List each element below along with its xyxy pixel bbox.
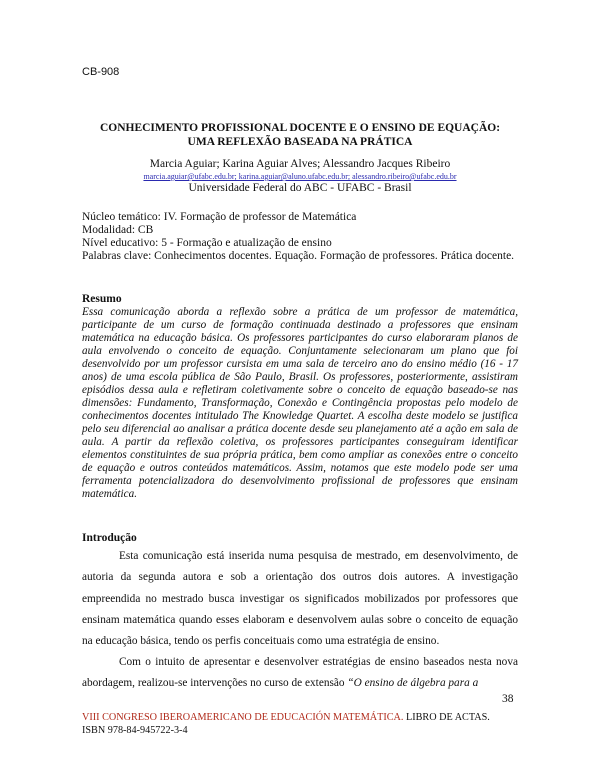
abstract-heading: Resumo <box>82 293 122 305</box>
page-number: 38 <box>502 693 514 705</box>
thematic-nucleus: Núcleo temático: IV. Formação de professor de Matemática <box>82 211 357 223</box>
author-list: Marcia Aguiar; Karina Aguiar Alves; Alessandro Jacques Ribeiro <box>149 158 451 170</box>
footer-libro: LIBRO DE ACTAS. <box>403 712 490 723</box>
modality: Modalidad: CB <box>82 224 154 236</box>
footer-congress-name: VIII CONGRESO IBEROAMERICANO DE EDUCACIÓN MATEMÁTICA. <box>82 712 404 723</box>
author-emails-link[interactable]: marcia.aguiar@ufabc.edu.br; karina.aguiar@aluno.ufabc.edu.br; alessandro.ribeiro@ufabc.edu.br <box>143 172 457 181</box>
course-title-italic: “O ensino de álgebra para a <box>347 677 479 690</box>
paragraph-2-text: Com o intuito de apresentar e desenvolver estratégias de ensino baseados nesta nova abordagem, realizou-se intervenções no curso de extensão <box>82 656 518 690</box>
paper-title-line-1: CONHECIMENTO PROFISSIONAL DOCENTE E O ENSINO DE EQUAÇÃO: <box>99 122 501 134</box>
abstract-text: Essa comunicação aborda a reflexão sobre a prática de um professor de matemática, participante de um curso de formação continuada destinado a professores que ensinam matemática na educação básica. Os professores participantes do curso elaboraram planos de aula envolvendo o conceito de equação. Conjuntamente selecionaram um plano que foi desenvolvido por um professor cursista em uma sala de terceiro ano do ensino médio (16 - 17 anos) de uma escola pública de São Paulo, Brasil. Os professores, posteriormente, assistiram episódios dessa aula e refletiram coletivamente sobre o conceito de equação baseado-se nas dimensões: Fundamento, Transformação, Conexão e Contingência propostas pelo modelo de conhecimentos docentes intitulado The Knowledge Quartet. A escolha deste modelo se justifica pelo seu diferencial ao analisar a prática docente desde seu planejamento até a ação em sala de aula. A partir da reflexão coletiva, os professores participantes conseguiram identificar elementos constituintes de sua própria prática, bem como ampliar as conexões entre o conceito de equação e outros conteúdos matemáticos. Assim, notamos que este modelo pode ser uma ferramenta potencializadora do desenvolvimento profissional de professores que ensinam matemática. <box>82 306 518 500</box>
footer-isbn: ISBN 978-84-945722-3-4 <box>82 725 188 736</box>
educational-level: Nível educativo: 5 - Formação e atualização de ensino <box>82 237 332 249</box>
document-code: CB-908 <box>82 66 120 78</box>
introduction-paragraph-1: Esta comunicação está inserida numa pesquisa de mestrado, em desenvolvimento, de autoria da segunda autora e sob a orientação dos outros dois autores. A investigação empreendida no mestrado busca investigar os significados mobilizados por professores que ensinam matemática quando esses elaboram e desenvolvem aulas sobre o conceito de equação na educação básica, tendo os perfis conceituais como uma estratégia de ensino. <box>82 550 518 648</box>
footer <box>82 711 490 737</box>
keywords: Palabras clave: Conhecimentos docentes. Equação. Formação de professores. Prática docente. <box>82 250 515 262</box>
paper-title-line-2: UMA REFLEXÃO BASEADA NA PRÁTICA <box>187 136 413 148</box>
institution: Universidade Federal do ABC - UFABC - Brasil <box>188 182 412 194</box>
introduction-paragraph-2 <box>82 652 518 695</box>
introduction-heading: Introdução <box>82 532 137 544</box>
